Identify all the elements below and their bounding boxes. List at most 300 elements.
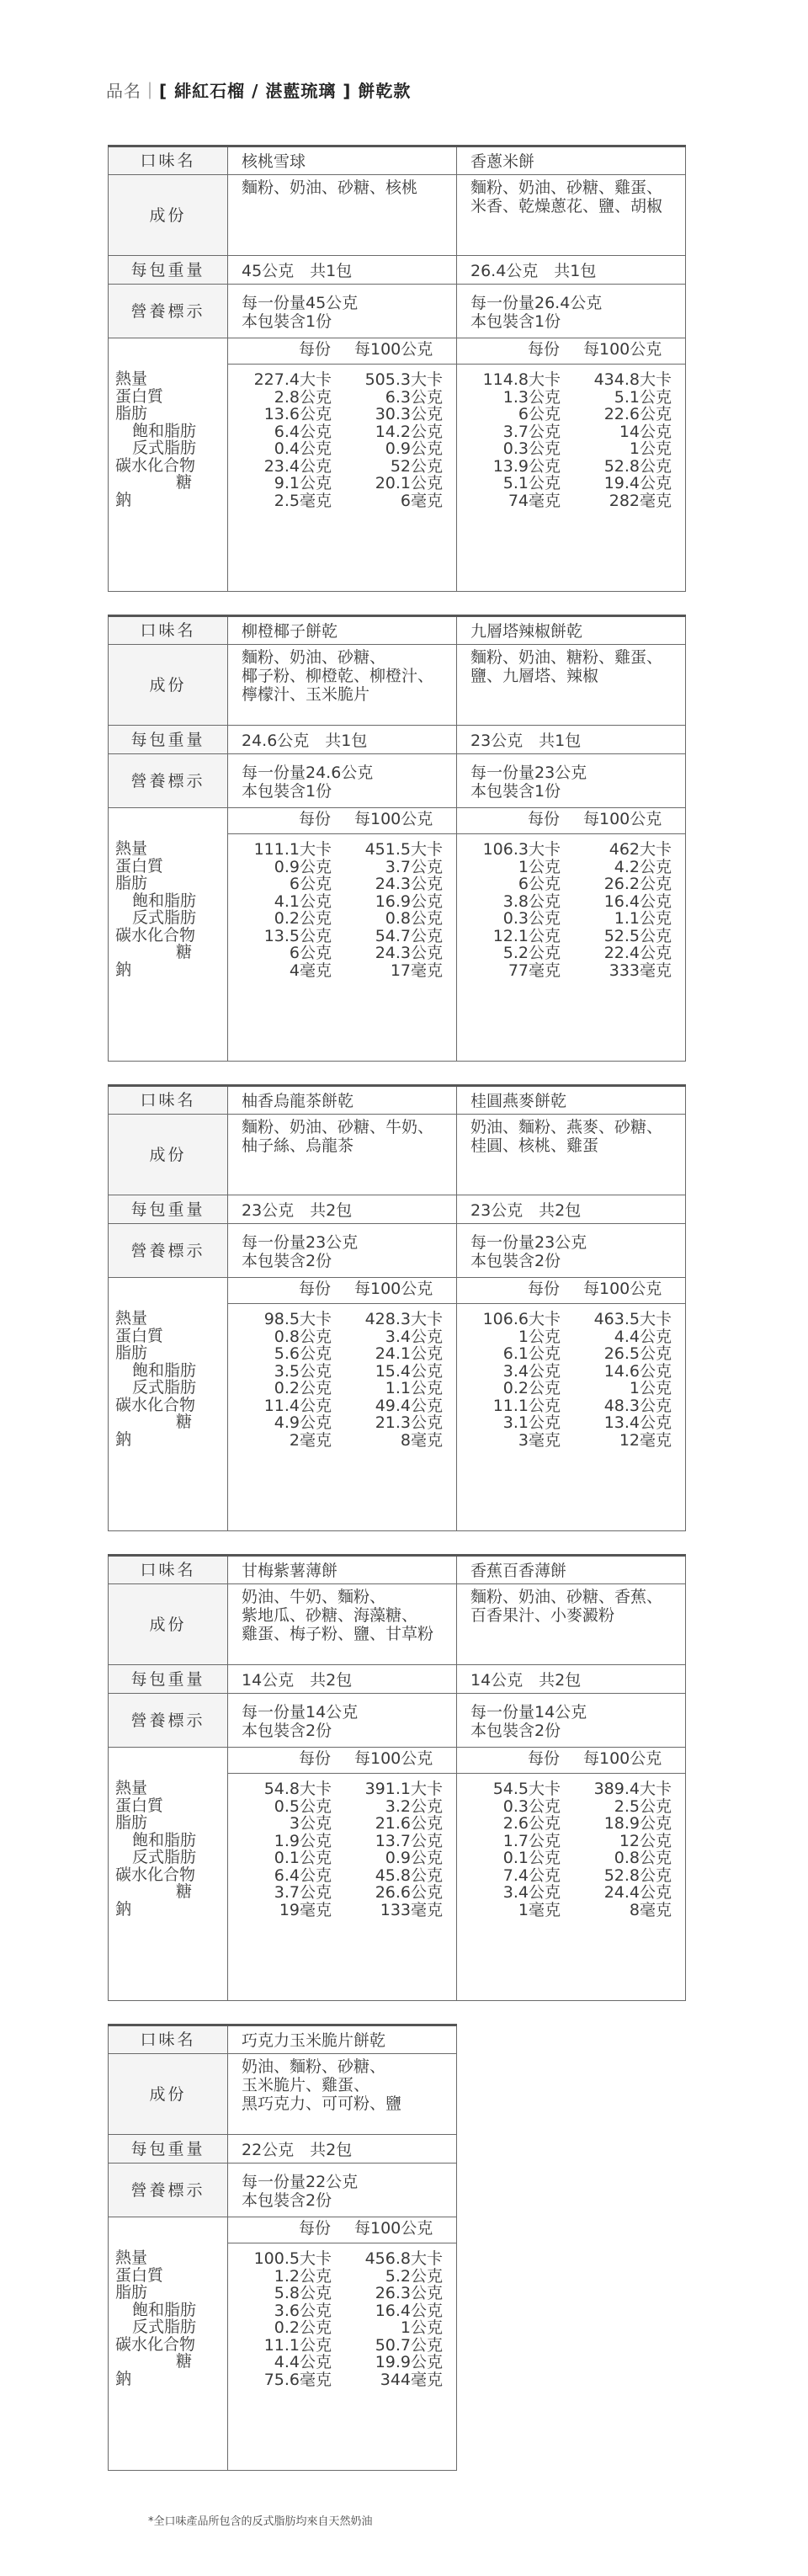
- ingredients-line: 雞蛋、梅子粉、鹽、甘草粉: [242, 1625, 434, 1643]
- per-serving-value: 6.4公克: [274, 1865, 332, 1885]
- nutrient-row: [228, 439, 456, 457]
- nutrient-values-cell: [228, 2217, 457, 2471]
- per-100g-value: 16.4公克: [375, 2301, 443, 2320]
- nutrient-row: [457, 1832, 685, 1850]
- per-100g-value: 45.8公克: [375, 1865, 443, 1885]
- serving-cell: [457, 1224, 686, 1278]
- ingredients-cell: [228, 645, 457, 726]
- per-100g-value: 22.4公克: [603, 944, 672, 962]
- flavor-name-cell: [457, 1086, 686, 1115]
- per-serving-value: 54.8大卡: [263, 1780, 332, 1798]
- serving-size: 每一份量14公克: [470, 1702, 587, 1722]
- row-label-nutrition: [109, 1224, 228, 1278]
- servings-per-pack: 本包裝含2份: [470, 1251, 561, 1270]
- product-block: [108, 145, 686, 592]
- nutrition-table: [108, 2024, 457, 2471]
- per-100g-value: 52公克: [390, 456, 443, 476]
- ingredients-cell: [228, 175, 457, 256]
- per-serving-value: 23.4公克: [263, 456, 332, 476]
- nutrient-label: 反式脂肪: [132, 1848, 197, 1866]
- nutrient-label: 脂肪: [115, 1344, 148, 1362]
- per-serving-value: 6.4公克: [274, 422, 332, 441]
- nutrient-row: [457, 439, 685, 457]
- per-100g-value: 24.1公克: [375, 1344, 443, 1363]
- per-serving-header: 每份: [299, 1280, 332, 1298]
- nutrient-label: 反式脂肪: [132, 439, 197, 457]
- ingredients-line: 紫地瓜、砂糖、海藻糖、: [242, 1606, 418, 1625]
- per-100g-header: 每100公克: [354, 810, 433, 828]
- per-100g-value: 3.7公克: [385, 857, 443, 876]
- per-serving-value: 4.4公克: [274, 2353, 332, 2371]
- flavor-name-cell: [457, 616, 686, 645]
- row-label-weight: [109, 2135, 228, 2164]
- per-serving-value: 5.2公克: [502, 944, 561, 962]
- per-100g-header: 每100公克: [354, 1280, 433, 1298]
- per-100g-value: 49.4公克: [375, 1396, 443, 1415]
- nutrient-values-cell: [457, 1278, 686, 1531]
- flavor-name: 核桃雪球: [242, 152, 306, 171]
- product-block: [108, 1554, 686, 2001]
- ingredients-line: 玉米脆片、雞蛋、: [242, 2076, 370, 2094]
- ingredients-line: 柚子絲、烏龍茶: [242, 1136, 354, 1155]
- serving-size: 每一份量45公克: [242, 293, 359, 312]
- nutrient-label: 糖: [176, 943, 193, 961]
- nutrient-row: [457, 1344, 685, 1362]
- flavor-label: 口味名: [140, 1091, 196, 1110]
- ingredients-line: 檸檬汁、玉米脆片: [242, 685, 370, 704]
- per-100g-value: 12毫克: [619, 1430, 672, 1450]
- nutrient-row: [228, 2318, 456, 2336]
- per-100g-value: 13.4公克: [603, 1413, 672, 1432]
- flavor-name-cell: [457, 1556, 686, 1584]
- row-label-ingredients: [109, 175, 228, 256]
- nutrient-row: [228, 1431, 456, 1449]
- flavor-name-cell: [228, 1556, 457, 1584]
- nutrient-label: 熱量: [115, 370, 148, 388]
- per-serving-value: 3公克: [289, 1814, 332, 1833]
- per-100g-value: 24.3公克: [375, 944, 443, 962]
- per-100g-value: 434.8大卡: [593, 370, 672, 389]
- ingredients-label: 成份: [149, 675, 187, 695]
- weight-value: 14公克 共2包: [470, 1670, 582, 1690]
- row-label-nutrition: [109, 1694, 228, 1748]
- flavor-label: 口味名: [140, 2030, 196, 2049]
- nutrient-row: [228, 388, 456, 406]
- nutrition-table: [108, 1554, 686, 2001]
- per-100g-value: 24.3公克: [375, 875, 443, 893]
- per-100g-value: 48.3公克: [603, 1396, 672, 1415]
- nutrient-row: [228, 1397, 456, 1414]
- per-100g-value: 3.4公克: [385, 1327, 443, 1346]
- nutrient-row: [457, 1780, 685, 1797]
- nutrient-label: 糖: [176, 1882, 193, 1901]
- per-100g-value: 14.2公克: [375, 422, 443, 441]
- ingredients-line: 奶油、麵粉、砂糖、: [242, 2057, 386, 2076]
- nutrient-row: [457, 909, 685, 927]
- ingredients-cell: [457, 175, 686, 256]
- servings-per-pack: 本包裝含2份: [242, 1721, 332, 1740]
- ingredients-line: 椰子粉、柳橙乾、柳橙汁、: [242, 667, 434, 685]
- nutrient-row: [228, 2267, 456, 2285]
- weight-label: 每包重量: [130, 1669, 205, 1689]
- per-serving-value: 0.5公克: [274, 1796, 332, 1816]
- nutrient-row: [228, 1797, 456, 1815]
- weight-cell: [228, 256, 457, 285]
- nutrient-label: 熱量: [115, 839, 148, 858]
- nutrient-row: [457, 1866, 685, 1884]
- product-block: [108, 2024, 457, 2471]
- serving-cell: [228, 754, 457, 808]
- per-100g-value: 16.9公克: [375, 891, 443, 911]
- row-label-ingredients: [109, 1584, 228, 1665]
- per-100g-value: 5.1公克: [614, 387, 672, 407]
- per-100g-value: 14.6公克: [603, 1361, 672, 1381]
- nutrition-label: 營養標示: [130, 301, 205, 321]
- nutrient-label: 反式脂肪: [132, 908, 197, 927]
- ingredients-label: 成份: [149, 1615, 187, 1634]
- nutrient-label: 飽和脂肪: [132, 2300, 197, 2319]
- weight-value: 22公克 共2包: [242, 2140, 353, 2159]
- per-serving-header: 每份: [299, 810, 332, 828]
- header-divider: [228, 1773, 456, 1774]
- weight-cell: [228, 1195, 457, 1224]
- row-label-nutrition: [109, 285, 228, 338]
- header-divider: [228, 833, 456, 834]
- nutrient-row: [457, 388, 685, 406]
- per-100g-value: 333毫克: [609, 961, 672, 980]
- product-header: [106, 77, 411, 102]
- row-label-ingredients: [109, 645, 228, 726]
- per-100g-value: 15.4公克: [375, 1361, 443, 1381]
- nutrient-row: [457, 474, 685, 492]
- per-100g-header: 每100公克: [583, 340, 662, 359]
- nutrient-label: 鈉: [115, 2369, 132, 2388]
- flavor-name: 巧克力玉米脆片餅乾: [242, 2031, 386, 2050]
- flavor-label: 口味名: [140, 1561, 196, 1579]
- per-100g-value: 26.2公克: [603, 875, 672, 893]
- per-serving-value: 3.4公克: [502, 1883, 561, 1902]
- ingredients-cell: [457, 1115, 686, 1195]
- row-label-ingredients: [109, 1115, 228, 1195]
- nutrient-row: [457, 961, 685, 979]
- per-100g-header: 每100公克: [354, 2219, 433, 2238]
- per-100g-header: 每100公克: [583, 810, 662, 828]
- nutrition-label: 營養標示: [130, 771, 205, 790]
- ingredients-cell: [228, 2054, 457, 2135]
- flavor-name: 甘梅紫薯薄餅: [242, 1562, 338, 1580]
- servings-per-pack: 本包裝含2份: [470, 1721, 561, 1740]
- nutrient-row: [457, 840, 685, 858]
- nutrient-label: 飽和脂肪: [132, 891, 197, 910]
- nutrient-labels-cell: [109, 338, 228, 592]
- flavor-label: 口味名: [140, 152, 196, 170]
- flavor-name: 九層塔辣椒餅乾: [470, 622, 583, 641]
- serving-size: 每一份量23公克: [470, 1232, 587, 1252]
- per-serving-header: 每份: [299, 1749, 332, 1768]
- nutrient-row: [228, 909, 456, 927]
- per-serving-value: 0.2公克: [274, 2318, 332, 2337]
- nutrient-row: [228, 1832, 456, 1850]
- row-label-flavor: [109, 616, 228, 645]
- nutrient-row: [457, 927, 685, 945]
- serving-cell: [457, 754, 686, 808]
- per-serving-value: 114.8大卡: [482, 370, 561, 389]
- per-100g-value: 1.1公克: [385, 1379, 443, 1397]
- per-serving-value: 0.3公克: [502, 909, 561, 928]
- serving-size: 每一份量23公克: [470, 763, 587, 782]
- weight-value: 45公克 共1包: [242, 261, 353, 280]
- product-block: [108, 1084, 686, 1531]
- nutrient-row: [457, 1413, 685, 1431]
- weight-label: 每包重量: [130, 2139, 205, 2158]
- weight-value: 23公克 共1包: [470, 731, 582, 750]
- per-serving-value: 9.1公克: [274, 474, 332, 492]
- per-100g-value: 389.4大卡: [593, 1780, 672, 1798]
- nutrient-row: [457, 1849, 685, 1866]
- nutrient-row: [228, 1379, 456, 1397]
- per-100g-value: 54.7公克: [375, 926, 443, 945]
- per-serving-value: 3.7公克: [274, 1883, 332, 1902]
- per-serving-value: 2.6公克: [502, 1814, 561, 1833]
- nutrient-row: [457, 1328, 685, 1345]
- nutrient-values-cell: [228, 338, 457, 592]
- nutrient-values-cell: [228, 1748, 457, 2001]
- weight-value: 23公克 共2包: [242, 1200, 353, 1220]
- nutrient-label: 蛋白質: [115, 1796, 164, 1815]
- header-label: 品名｜: [106, 81, 159, 101]
- per-serving-value: 0.1公克: [502, 1849, 561, 1867]
- ingredients-line: 麵粉、奶油、砂糖、雞蛋、: [470, 178, 663, 197]
- ingredients-line: 桂圓、核桃、雞蛋: [470, 1136, 599, 1155]
- weight-label: 每包重量: [130, 260, 205, 279]
- per-serving-value: 3.8公克: [502, 891, 561, 911]
- per-100g-value: 6.3公克: [385, 387, 443, 407]
- per-100g-value: 16.4公克: [603, 891, 672, 911]
- ingredients-cell: [228, 1115, 457, 1195]
- per-100g-value: 26.6公克: [375, 1883, 443, 1902]
- per-serving-value: 11.1公克: [263, 2335, 332, 2355]
- nutrient-row: [228, 492, 456, 509]
- servings-per-pack: 本包裝含2份: [242, 2190, 332, 2210]
- ingredients-line: 米香、乾燥蔥花、鹽、胡椒: [470, 197, 663, 216]
- per-serving-value: 6.1公克: [502, 1344, 561, 1363]
- nutrient-row: [457, 1397, 685, 1414]
- nutrient-row: [228, 2371, 456, 2388]
- header-divider: [457, 1303, 685, 1304]
- servings-per-pack: 本包裝含2份: [242, 1251, 332, 1270]
- per-serving-value: 227.4大卡: [253, 370, 332, 389]
- weight-value: 26.4公克 共1包: [470, 261, 597, 280]
- weight-cell: [457, 256, 686, 285]
- row-label-weight: [109, 256, 228, 285]
- per-serving-value: 3.4公克: [502, 1361, 561, 1381]
- ingredients-line: 百香果汁、小麥澱粉: [470, 1606, 615, 1625]
- per-serving-value: 2.5毫克: [274, 491, 332, 510]
- weight-value: 23公克 共2包: [470, 1200, 582, 1220]
- per-serving-value: 106.6大卡: [482, 1310, 561, 1328]
- per-100g-value: 24.4公克: [603, 1883, 672, 1902]
- per-100g-value: 391.1大卡: [364, 1780, 443, 1798]
- header-title: [ 緋紅石榴 / 湛藍琉璃 ] 餅乾款: [159, 81, 412, 101]
- nutrition-table: [108, 145, 686, 592]
- nutrition-label: 營養標示: [130, 1241, 205, 1260]
- per-100g-value: 21.6公克: [375, 1814, 443, 1833]
- per-100g-value: 1.1公克: [614, 909, 672, 928]
- per-serving-value: 100.5大卡: [253, 2249, 332, 2268]
- nutrient-row: [457, 1797, 685, 1815]
- ingredients-cell: [228, 1584, 457, 1665]
- nutrient-row: [228, 2284, 456, 2302]
- ingredients-line: 鹽、九層塔、辣椒: [470, 667, 599, 685]
- weight-cell: [457, 1195, 686, 1224]
- serving-size: 每一份量23公克: [242, 1232, 359, 1252]
- per-serving-header: 每份: [528, 340, 561, 359]
- per-serving-value: 0.1公克: [274, 1849, 332, 1867]
- per-100g-value: 18.9公克: [603, 1814, 672, 1833]
- per-100g-value: 5.2公克: [385, 2266, 443, 2286]
- serving-cell: [228, 285, 457, 338]
- serving-cell: [228, 2164, 457, 2217]
- nutrient-row: [228, 1362, 456, 1380]
- per-serving-value: 0.2公克: [502, 1379, 561, 1397]
- nutrient-row: [228, 405, 456, 423]
- nutrient-label: 鈉: [115, 1429, 132, 1449]
- ingredients-label: 成份: [149, 1145, 187, 1164]
- per-serving-value: 3毫克: [518, 1430, 561, 1450]
- per-serving-value: 74毫克: [508, 491, 561, 510]
- per-serving-value: 1.9公克: [274, 1831, 332, 1850]
- weight-value: 14公克 共2包: [242, 1670, 353, 1690]
- per-serving-value: 2毫克: [289, 1430, 332, 1450]
- serving-cell: [457, 285, 686, 338]
- per-serving-value: 98.5大卡: [263, 1310, 332, 1328]
- nutrient-row: [228, 423, 456, 440]
- nutrient-row: [457, 1883, 685, 1901]
- per-100g-value: 2.5公克: [614, 1796, 672, 1816]
- row-label-nutrition: [109, 754, 228, 808]
- per-serving-value: 0.8公克: [274, 1327, 332, 1346]
- per-100g-value: 21.3公克: [375, 1413, 443, 1432]
- nutrient-label: 鈉: [115, 1899, 132, 1919]
- serving-cell: [228, 1224, 457, 1278]
- nutrient-label: 碳水化合物: [115, 1865, 196, 1884]
- nutrient-row: [228, 892, 456, 910]
- per-serving-value: 3.7公克: [502, 422, 561, 441]
- per-100g-value: 505.3大卡: [364, 370, 443, 389]
- nutrient-values-cell: [457, 808, 686, 1062]
- servings-per-pack: 本包裝含1份: [470, 781, 561, 801]
- per-100g-value: 3.2公克: [385, 1796, 443, 1816]
- per-100g-value: 282毫克: [609, 491, 672, 510]
- nutrient-labels-cell: [109, 1748, 228, 2001]
- flavor-name-cell: [228, 2025, 457, 2054]
- per-100g-value: 6毫克: [400, 491, 443, 510]
- nutrient-row: [457, 1901, 685, 1919]
- per-100g-value: 456.8大卡: [364, 2249, 443, 2268]
- ingredients-line: 奶油、牛奶、麵粉、: [242, 1588, 386, 1606]
- ingredients-line: 麵粉、奶油、砂糖、牛奶、: [242, 1118, 434, 1136]
- nutrient-label: 碳水化合物: [115, 2334, 196, 2354]
- per-100g-value: 4.2公克: [614, 857, 672, 876]
- nutrient-row: [228, 457, 456, 475]
- per-serving-value: 3.6公克: [274, 2301, 332, 2320]
- row-label-flavor: [109, 146, 228, 175]
- per-serving-value: 3.5公克: [274, 1361, 332, 1381]
- nutrient-row: [228, 1866, 456, 1884]
- serving-cell: [457, 1694, 686, 1748]
- per-serving-value: 106.3大卡: [482, 840, 561, 859]
- per-100g-value: 451.5大卡: [364, 840, 443, 859]
- per-100g-value: 52.5公克: [603, 926, 672, 945]
- nutrient-label: 糖: [176, 473, 193, 492]
- per-serving-value: 1.2公克: [274, 2266, 332, 2286]
- nutrient-label: 飽和脂肪: [132, 1830, 197, 1850]
- per-serving-header: 每份: [299, 340, 332, 359]
- nutrient-label: 飽和脂肪: [132, 1360, 197, 1380]
- per-serving-value: 4.1公克: [274, 891, 332, 911]
- nutrient-row: [228, 2302, 456, 2319]
- nutrient-row: [228, 2249, 456, 2267]
- nutrient-row: [228, 1413, 456, 1431]
- serving-size: 每一份量14公克: [242, 1702, 359, 1722]
- per-100g-value: 0.9公克: [385, 1849, 443, 1867]
- nutrient-label: 脂肪: [115, 404, 148, 423]
- per-serving-value: 5.1公克: [502, 474, 561, 492]
- row-label-flavor: [109, 2025, 228, 2054]
- nutrient-labels-cell: [109, 2217, 228, 2471]
- per-100g-value: 133毫克: [380, 1900, 443, 1919]
- nutrient-row: [228, 1344, 456, 1362]
- per-100g-value: 462大卡: [609, 840, 672, 859]
- ingredients-cell: [457, 1584, 686, 1665]
- nutrition-table: [108, 615, 686, 1062]
- row-label-ingredients: [109, 2054, 228, 2135]
- per-serving-header: 每份: [528, 1749, 561, 1768]
- nutrient-label: 熱量: [115, 1779, 148, 1797]
- nutrient-row: [228, 1780, 456, 1797]
- nutrient-label: 碳水化合物: [115, 1395, 196, 1414]
- per-serving-value: 7.4公克: [502, 1865, 561, 1885]
- per-100g-value: 1公克: [629, 439, 672, 458]
- nutrient-label: 蛋白質: [115, 1326, 164, 1345]
- servings-per-pack: 本包裝含1份: [242, 311, 332, 331]
- nutrient-label: 脂肪: [115, 2283, 148, 2302]
- nutrient-row: [228, 944, 456, 961]
- header-divider: [457, 1773, 685, 1774]
- nutrient-row: [228, 840, 456, 858]
- per-serving-value: 6公克: [289, 944, 332, 962]
- header-divider: [457, 364, 685, 365]
- ingredients-line: 麵粉、奶油、砂糖、核桃: [242, 178, 418, 197]
- serving-size: 每一份量24.6公克: [242, 763, 374, 782]
- row-label-nutrition: [109, 2164, 228, 2217]
- per-serving-value: 13.6公克: [263, 405, 332, 423]
- per-serving-value: 19毫克: [279, 1900, 332, 1919]
- per-serving-value: 6公克: [518, 875, 561, 893]
- per-serving-value: 6公克: [289, 875, 332, 893]
- header-divider: [457, 833, 685, 834]
- per-100g-header: 每100公克: [583, 1749, 662, 1768]
- nutrient-label: 熱量: [115, 1309, 148, 1328]
- nutrient-row: [228, 961, 456, 979]
- nutrition-label: 營養標示: [130, 2180, 205, 2200]
- per-100g-value: 30.3公克: [375, 405, 443, 423]
- nutrient-label: 飽和脂肪: [132, 421, 197, 440]
- nutrient-values-cell: [228, 1278, 457, 1531]
- flavor-name-cell: [228, 616, 457, 645]
- per-100g-header: 每100公克: [583, 1280, 662, 1298]
- nutrient-row: [457, 858, 685, 876]
